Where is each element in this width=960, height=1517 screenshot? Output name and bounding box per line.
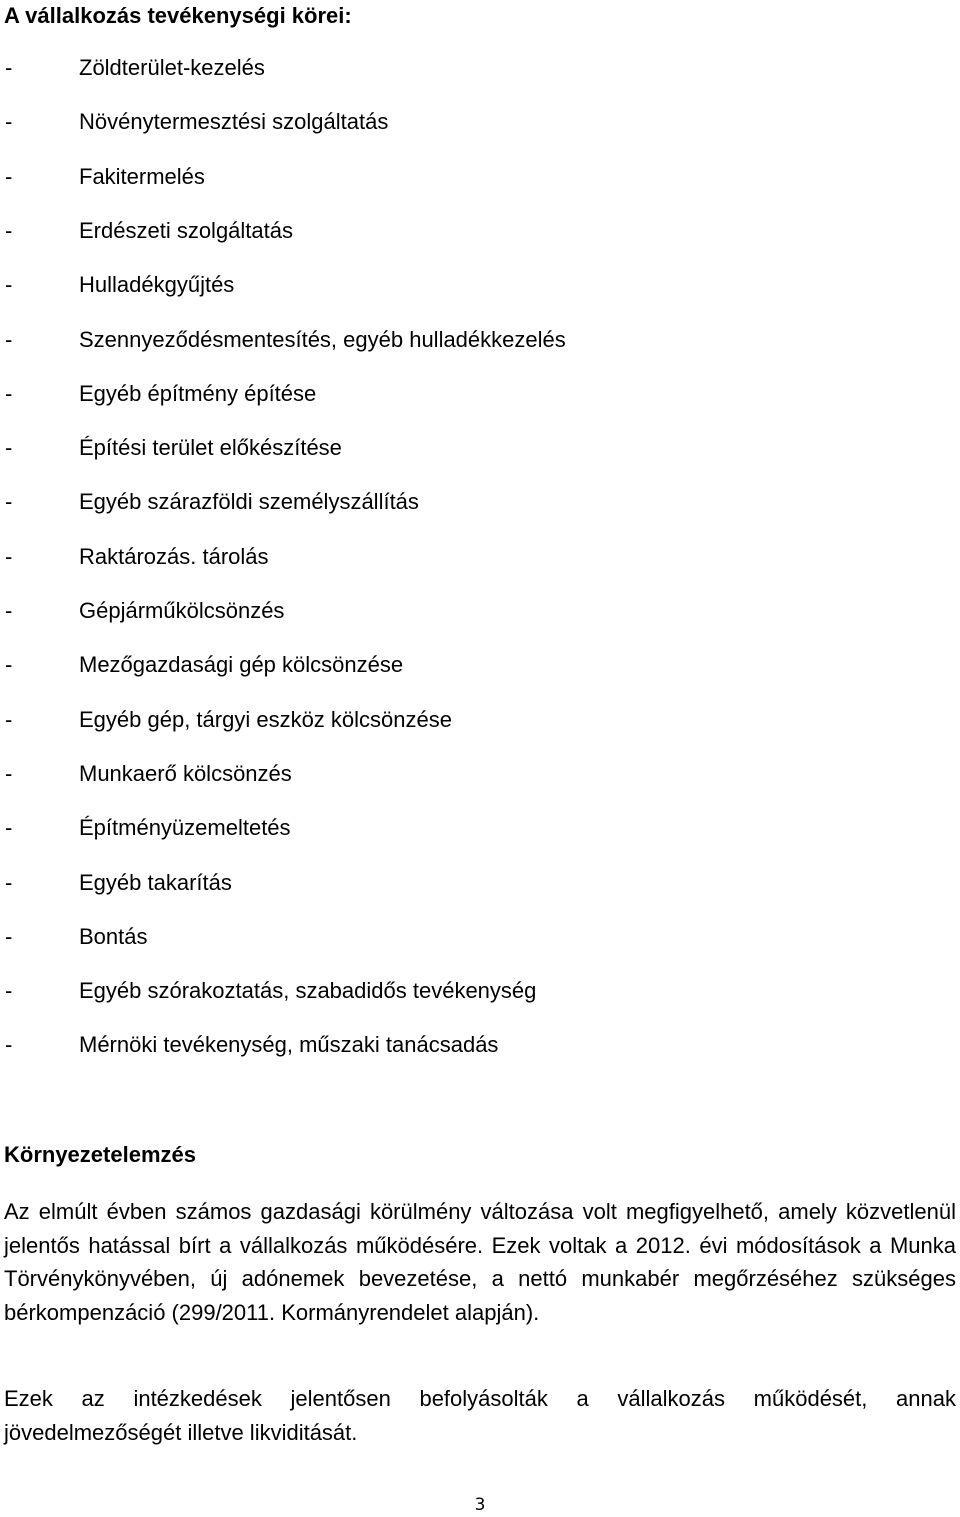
activity-item <box>0 759 960 789</box>
activity-label: Mérnöki tevékenység, műszaki tanácsadás <box>79 1032 499 1058</box>
activity-item <box>0 596 960 626</box>
list-dash: - <box>5 380 13 406</box>
environment-paragraph-1: Az elmúlt évben számos gazdasági körülmény változása volt megfigyelhető, amely közvetlenül jelentős hatással bírt a vállalkozás működésére. Ezek voltak a 2012. évi módosítások a Munka Törvénykönyvében, új adónemek bevezetése, a nettó munkabér megőrzéséhez szükséges bérkompenzáció (299/2011. Kormányrendelet alapján). <box>4 1199 956 1325</box>
list-dash: - <box>5 815 13 841</box>
activity-item <box>0 1030 960 1060</box>
activity-label: Építési terület előkészítése <box>79 435 342 461</box>
activity-label: Egyéb építmény építése <box>79 380 317 406</box>
activity-item <box>0 650 960 680</box>
activity-item <box>0 433 960 463</box>
activity-label: Szennyeződésmentesítés, egyéb hulladékkezelés <box>79 326 566 352</box>
list-dash: - <box>5 598 13 623</box>
activity-label: Fakitermelés <box>79 163 205 189</box>
activity-item <box>0 868 960 898</box>
activity-item <box>0 107 960 137</box>
list-dash: - <box>5 1032 13 1058</box>
list-dash: - <box>5 869 13 895</box>
activity-label: Építményüzemeltetés <box>79 815 291 841</box>
activity-item <box>0 216 960 246</box>
activity-item <box>0 922 960 952</box>
activity-item <box>0 542 960 572</box>
activity-label: Egyéb szárazföldi személyszállítás <box>79 489 419 515</box>
activity-label: Növénytermesztési szolgáltatás <box>79 109 389 135</box>
activity-label: Munkaerő kölcsönzés <box>79 760 292 786</box>
list-dash: - <box>5 706 13 732</box>
list-dash: - <box>5 923 13 949</box>
activity-label: Egyéb gép, tárgyi eszköz kölcsönzése <box>79 706 452 732</box>
activity-label: Bontás <box>79 923 148 949</box>
activity-item <box>0 379 960 409</box>
activity-item <box>0 813 960 843</box>
activity-label: Egyéb takarítás <box>79 869 232 895</box>
environment-paragraph-2: Ezek az intézkedések jelentősen befolyásolták a vállalkozás működését, annak jövedelmezőségét illetve likviditását. <box>4 1386 956 1445</box>
activity-label: Egyéb szórakoztatás, szabadidős tevékenység <box>79 978 537 1004</box>
activity-item <box>0 162 960 192</box>
activity-label: Hulladékgyűjtés <box>79 272 235 298</box>
list-dash: - <box>5 217 13 243</box>
list-dash: - <box>5 760 13 786</box>
activity-item <box>0 487 960 517</box>
list-dash: - <box>5 652 13 678</box>
list-dash: - <box>5 272 13 298</box>
list-dash: - <box>5 109 13 135</box>
activity-label: Mezőgazdasági gép kölcsönzése <box>79 652 404 678</box>
activity-item <box>0 325 960 355</box>
list-dash: - <box>5 489 13 515</box>
environment-heading: Környezetelemzés <box>4 1142 196 1167</box>
activity-item <box>0 270 960 300</box>
activity-label: Erdészeti szolgáltatás <box>79 217 293 243</box>
activity-item <box>0 53 960 83</box>
list-dash: - <box>5 55 13 80</box>
activities-heading: A vállalkozás tevékenységi körei: <box>4 3 352 28</box>
list-dash: - <box>5 543 13 569</box>
list-dash: - <box>5 326 13 352</box>
activity-label: Raktározás. tárolás <box>79 543 269 569</box>
activity-item <box>0 705 960 735</box>
list-dash: - <box>5 163 13 189</box>
activity-item <box>0 976 960 1006</box>
page-number: 3 <box>474 1495 486 1515</box>
list-dash: - <box>5 978 13 1004</box>
activity-label: Zöldterület-kezelés <box>79 55 265 80</box>
list-dash: - <box>5 435 13 461</box>
activity-label: Gépjárműkölcsönzés <box>79 598 285 623</box>
